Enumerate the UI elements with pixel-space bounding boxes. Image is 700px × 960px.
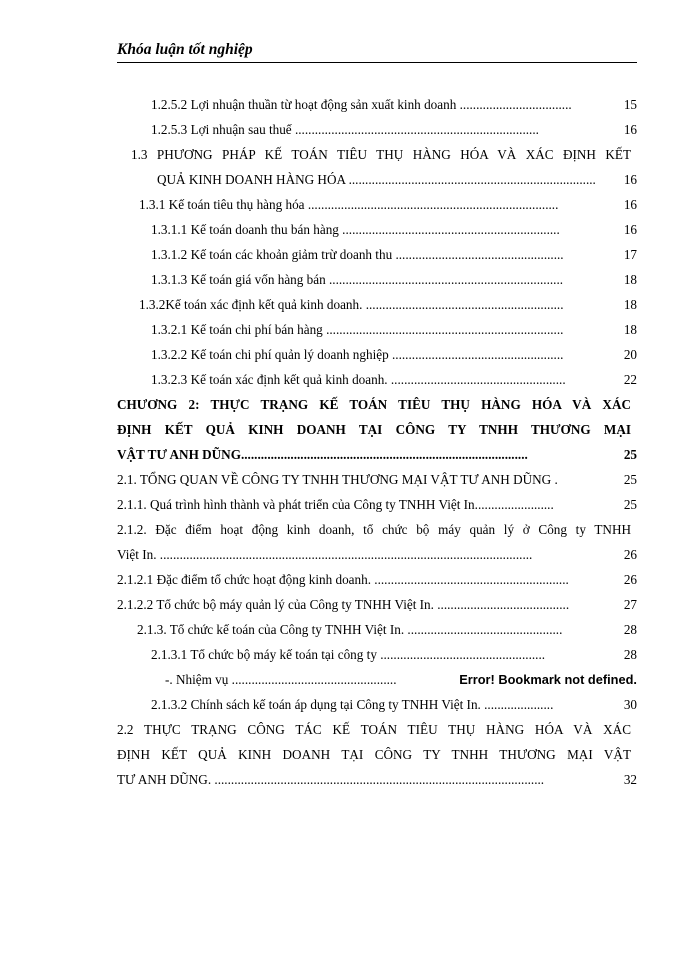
- toc-entry[interactable]: [117, 342, 637, 367]
- toc-entry-error: Error! Bookmark not defined.: [459, 672, 637, 687]
- toc-entry-page: 18: [623, 297, 637, 312]
- toc-entry[interactable]: [117, 592, 637, 617]
- toc-entry[interactable]: [117, 517, 637, 542]
- toc-entry-text: 2.1.1. Quá trình hình thành và phát triển của Công ty TNHH Việt In........................: [117, 497, 554, 512]
- toc-entry-chapter[interactable]: [117, 417, 637, 442]
- toc-entry-text: 1.2.5.2 Lợi nhuận thuần từ hoạt động sản xuất kinh doanh ..................................: [151, 97, 572, 112]
- toc-entry[interactable]: [117, 667, 637, 692]
- toc-entry[interactable]: [117, 542, 637, 567]
- toc-entry[interactable]: [117, 717, 637, 742]
- toc-entry-text: 1.2.5.3 Lợi nhuận sau thuế ..........................................................................: [151, 122, 539, 137]
- toc-entry-text: CHƯƠNG 2: THỰC TRẠNG KẾ TOÁN TIÊU THỤ HÀNG HÓA VÀ XÁC: [117, 397, 631, 412]
- toc-entry-text: 1.3.1.1 Kế toán doanh thu bán hàng ..................................................................: [151, 222, 560, 237]
- toc-entry-text: 1.3.2.1 Kế toán chi phí bán hàng ........................................................................: [151, 322, 564, 337]
- toc-entry-page: 26: [623, 572, 637, 587]
- toc-entry-text: 1.3 PHƯƠNG PHÁP KẾ TOÁN TIÊU THỤ HÀNG HÓA VÀ XÁC ĐỊNH KẾT: [131, 147, 631, 162]
- toc-entry-text: -. Nhiệm vụ ..................................................: [165, 672, 397, 687]
- toc-entry-text: ĐỊNH KẾT QUẢ KINH DOANH TẠI CÔNG TY TNHH THƯƠNG MẠI VẬT: [117, 747, 631, 762]
- toc-entry[interactable]: [117, 567, 637, 592]
- toc-entry-text: 2.1.3.2 Chính sách kế toán áp dụng tại Công ty TNHH Việt In. .....................: [151, 697, 554, 712]
- toc-entry-text: 2.1.3.1 Tổ chức bộ máy kế toán tại công ty ..................................................: [151, 647, 546, 662]
- toc-entry-page: 32: [623, 772, 637, 787]
- toc-entry-page: 27: [623, 597, 637, 612]
- toc-entry-page: 25: [623, 447, 637, 462]
- toc-entry-page: 18: [623, 322, 637, 337]
- toc-entry-chapter[interactable]: [117, 442, 637, 467]
- toc-entry-text: 1.3.2.2 Kế toán chi phí quản lý doanh nghiệp ....................................................: [151, 347, 564, 362]
- toc-entry-text: 2.1.2.1 Đặc điểm tổ chức hoạt động kinh doanh. ...........................................................: [117, 572, 569, 587]
- table-of-contents: [117, 92, 637, 792]
- toc-entry-text: 1.3.1 Kế toán tiêu thụ hàng hóa ............................................................................: [139, 197, 559, 212]
- toc-entry[interactable]: [117, 142, 637, 167]
- toc-entry[interactable]: [117, 367, 637, 392]
- toc-entry-page: 26: [623, 547, 637, 562]
- toc-entry-page: 22: [623, 372, 637, 387]
- toc-entry[interactable]: [117, 317, 637, 342]
- toc-entry-text: 2.1. TỔNG QUAN VỀ CÔNG TY TNHH THƯƠNG MẠI VẬT TƯ ANH DŨNG .: [117, 472, 558, 487]
- toc-entry-page: 28: [623, 647, 637, 662]
- toc-entry-page: 16: [623, 197, 637, 212]
- toc-entry-page: 25: [623, 472, 637, 487]
- toc-entry-text: 1.3.2Kế toán xác định kết quả kinh doanh. ............................................................: [139, 297, 564, 312]
- toc-entry-text: 2.1.2. Đặc điểm hoạt động kinh doanh, tổ chức bộ máy quản lý ở Công ty TNHH: [117, 522, 631, 537]
- toc-entry-chapter[interactable]: [117, 392, 637, 417]
- toc-entry-text: 1.3.2.3 Kế toán xác định kết quả kinh doanh. .....................................................: [151, 372, 566, 387]
- toc-entry-text: 1.3.1.3 Kế toán giá vốn hàng bán .......................................................................: [151, 272, 564, 287]
- header-title: Khóa luận tốt nghiệp: [117, 41, 253, 58]
- toc-entry[interactable]: [117, 117, 637, 142]
- toc-entry-page: 25: [623, 497, 637, 512]
- toc-entry-page: 16: [623, 222, 637, 237]
- toc-entry[interactable]: [117, 742, 637, 767]
- toc-entry-text: 2.2 THỰC TRẠNG CÔNG TÁC KẾ TOÁN TIÊU THỤ HÀNG HÓA VÀ XÁC: [117, 722, 631, 737]
- toc-entry[interactable]: [117, 292, 637, 317]
- toc-entry-page: 15: [623, 97, 637, 112]
- toc-entry[interactable]: [117, 217, 637, 242]
- toc-entry[interactable]: [117, 617, 637, 642]
- toc-entry-text: 2.1.3. Tổ chức kế toán của Công ty TNHH Việt In. ...............................................: [137, 622, 563, 637]
- toc-entry-text: ĐỊNH KẾT QUẢ KINH DOANH TẠI CÔNG TY TNHH THƯƠNG MẠI: [117, 422, 631, 437]
- toc-entry-page: 17: [623, 247, 637, 262]
- toc-entry-page: 28: [623, 622, 637, 637]
- toc-entry[interactable]: [117, 692, 637, 717]
- toc-entry[interactable]: [117, 642, 637, 667]
- toc-entry-page: 20: [623, 347, 637, 362]
- toc-entry[interactable]: [117, 767, 637, 792]
- toc-entry[interactable]: [117, 167, 637, 192]
- toc-entry[interactable]: [117, 267, 637, 292]
- toc-entry-text: 2.1.2.2 Tổ chức bộ máy quản lý của Công ty TNHH Việt In. ........................................: [117, 597, 570, 612]
- page-header: [117, 40, 637, 63]
- toc-entry[interactable]: [117, 242, 637, 267]
- toc-entry-text: Việt In. .................................................................................................................: [117, 547, 533, 562]
- toc-entry[interactable]: [117, 92, 637, 117]
- toc-entry-text: 1.3.1.2 Kế toán các khoản giảm trừ doanh thu ...................................................: [151, 247, 564, 262]
- toc-entry[interactable]: [117, 492, 637, 517]
- toc-entry-page: 30: [623, 697, 637, 712]
- toc-entry-text: VẬT TƯ ANH DŨNG.......................................................................................: [117, 447, 528, 462]
- toc-entry[interactable]: [117, 192, 637, 217]
- toc-entry-text: QUẢ KINH DOANH HÀNG HÓA ...........................................................................: [157, 172, 596, 187]
- toc-entry[interactable]: [117, 467, 637, 492]
- toc-entry-page: 16: [623, 172, 637, 187]
- toc-entry-page: 16: [623, 122, 637, 137]
- toc-entry-text: TƯ ANH DŨNG. ....................................................................................................: [117, 772, 545, 787]
- toc-entry-page: 18: [623, 272, 637, 287]
